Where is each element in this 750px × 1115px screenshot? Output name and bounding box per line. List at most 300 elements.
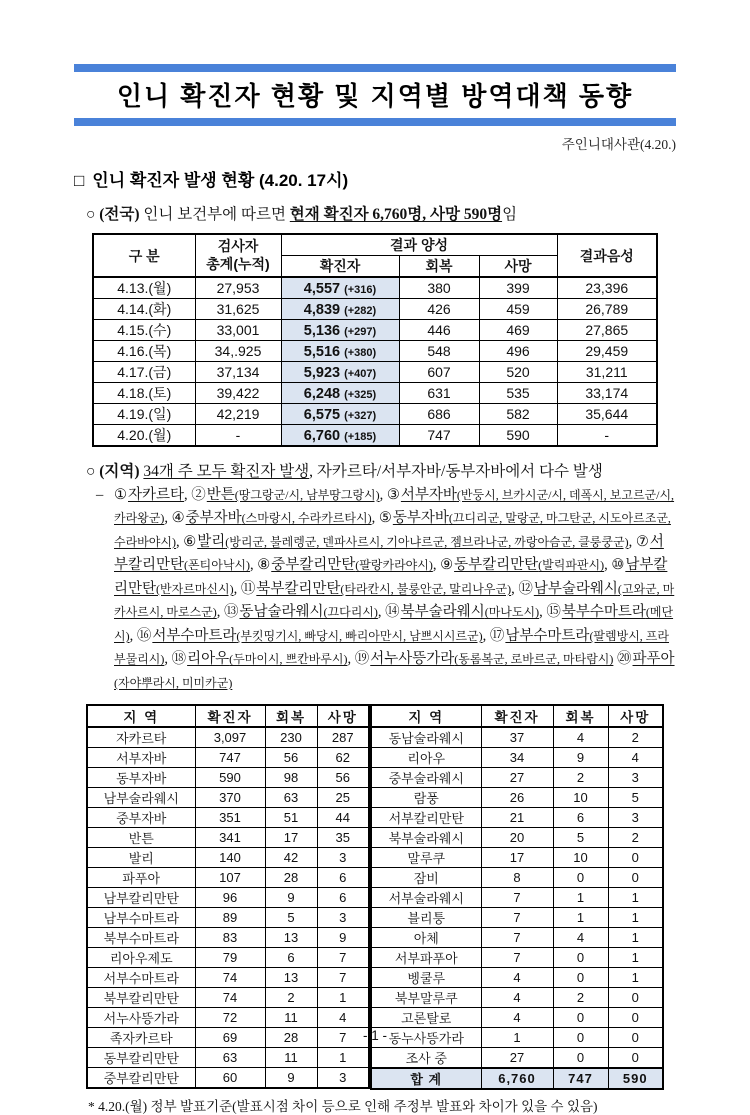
cell-negative: 26,789 bbox=[557, 299, 657, 320]
cell-negative: 35,644 bbox=[557, 404, 657, 425]
region-item-link bbox=[256, 581, 511, 597]
cell-recovered: 13 bbox=[265, 968, 317, 988]
cell-confirmed bbox=[281, 425, 399, 447]
cell-recovered: 446 bbox=[399, 320, 479, 341]
region-item-separator: , bbox=[164, 510, 172, 527]
cell-confirmed: 74 bbox=[195, 968, 265, 988]
col-header-positive-group: 결과 양성 bbox=[281, 234, 557, 256]
cell-region: 람풍 bbox=[371, 788, 481, 808]
cell-region: 파푸아 bbox=[87, 868, 195, 888]
cell-deaths: 1 bbox=[608, 948, 663, 968]
region-label: (지역) bbox=[99, 463, 140, 480]
table-row bbox=[371, 1068, 663, 1089]
confirmed-count: 5,136 bbox=[303, 322, 341, 339]
cell-deaths: 496 bbox=[479, 341, 557, 362]
cell-recovered: 2 bbox=[265, 988, 317, 1008]
cell-confirmed: 79 bbox=[195, 948, 265, 968]
cell-recovered: 1 bbox=[553, 888, 608, 908]
title-bottom-rule bbox=[74, 118, 676, 126]
table-row bbox=[87, 768, 369, 788]
region-item-name: 남부수마트라 bbox=[505, 627, 590, 644]
national-lead-text: 인니 보건부에 따르면 bbox=[139, 206, 290, 223]
region-item-separator: , bbox=[511, 580, 519, 597]
table-row bbox=[371, 1048, 663, 1069]
region-item-link bbox=[401, 604, 539, 620]
table-row bbox=[87, 888, 369, 908]
cell-deaths: 5 bbox=[608, 788, 663, 808]
cell-deaths: 459 bbox=[479, 299, 557, 320]
cell-deaths: 1 bbox=[317, 1048, 369, 1068]
col-header-tested-line2: 총계(누적) bbox=[206, 255, 270, 272]
cell-tested: 39,422 bbox=[195, 383, 281, 404]
cell-confirmed: 7 bbox=[481, 888, 553, 908]
table-row bbox=[371, 888, 663, 908]
region-item-link bbox=[271, 557, 433, 573]
confirmed-delta: (+325) bbox=[344, 388, 377, 401]
table-row bbox=[371, 1008, 663, 1028]
cell-deaths: 35 bbox=[317, 828, 369, 848]
table-row bbox=[87, 968, 369, 988]
region-item-name: 발리 bbox=[197, 533, 226, 550]
cell-tested: 42,219 bbox=[195, 404, 281, 425]
cell-recovered: 28 bbox=[265, 1028, 317, 1048]
cell-deaths: 1 bbox=[608, 928, 663, 948]
region-item-number: ① bbox=[114, 487, 127, 503]
cell-deaths: 25 bbox=[317, 788, 369, 808]
cell-region: 남부수마트라 bbox=[87, 908, 195, 928]
cell-deaths: 1 bbox=[608, 968, 663, 988]
region-item bbox=[137, 628, 490, 644]
region-item bbox=[172, 510, 379, 526]
table-row bbox=[371, 727, 663, 748]
region-item-separator: , bbox=[233, 580, 241, 597]
region-item-separator: , bbox=[216, 604, 224, 621]
cell-negative: 33,174 bbox=[557, 383, 657, 404]
cell-deaths: 0 bbox=[608, 1008, 663, 1028]
confirmed-delta: (+407) bbox=[344, 367, 377, 380]
cell-recovered: 426 bbox=[399, 299, 479, 320]
cell-recovered: 4 bbox=[553, 727, 608, 748]
confirmed-delta: (+297) bbox=[344, 325, 377, 338]
region-paragraph bbox=[74, 484, 676, 695]
region-item-number: ⑩ bbox=[611, 557, 625, 574]
table-row bbox=[93, 425, 657, 447]
cell-date: 4.15.(수) bbox=[93, 320, 195, 341]
cell-recovered: 63 bbox=[265, 788, 317, 808]
national-table-body bbox=[93, 277, 657, 446]
region-item-separator: , bbox=[129, 627, 137, 644]
cell-deaths: 4 bbox=[608, 748, 663, 768]
region-item-detail: (두마이시, 쁘칸바루시) bbox=[229, 652, 348, 667]
region-table-left-header bbox=[87, 705, 369, 727]
cell-confirmed: 96 bbox=[195, 888, 265, 908]
cell-region: 서부칼리만탄 bbox=[371, 808, 481, 828]
cell-region: 아체 bbox=[371, 928, 481, 948]
region-item-separator: , bbox=[539, 604, 547, 621]
region-items bbox=[114, 487, 675, 691]
confirmed-delta: (+282) bbox=[344, 304, 377, 317]
cell-recovered: 9 bbox=[553, 748, 608, 768]
table-row bbox=[93, 383, 657, 404]
region-item-number: ⑧ bbox=[257, 557, 271, 574]
circle-bullet-icon: ○ bbox=[86, 206, 96, 223]
table-row bbox=[93, 277, 657, 299]
region-item-separator: , bbox=[164, 651, 172, 668]
table-row bbox=[87, 727, 369, 748]
region-item bbox=[241, 581, 519, 597]
cell-deaths: 520 bbox=[479, 362, 557, 383]
cell-confirmed: 370 bbox=[195, 788, 265, 808]
cell-recovered: 10 bbox=[553, 848, 608, 868]
region-item-detail: (고와군, 마카사르시, 마로스군) bbox=[114, 581, 675, 620]
col-header-deaths: 사망 bbox=[317, 705, 369, 727]
cell-negative: 31,211 bbox=[557, 362, 657, 383]
region-item-number: ⑬ bbox=[223, 604, 239, 621]
cell-tested: - bbox=[195, 425, 281, 447]
col-header-confirmed: 확진자 bbox=[195, 705, 265, 727]
col-header-confirmed: 확진자 bbox=[481, 705, 553, 727]
cell-recovered: 0 bbox=[553, 868, 608, 888]
table-row bbox=[87, 788, 369, 808]
region-item bbox=[440, 557, 611, 573]
cell-confirmed: 63 bbox=[195, 1048, 265, 1068]
cell-confirmed: 83 bbox=[195, 928, 265, 948]
region-item-number: ④ bbox=[171, 510, 185, 527]
confirmed-delta: (+185) bbox=[344, 430, 377, 443]
cell-region: 동남술라웨시 bbox=[371, 727, 481, 748]
region-item-name: 반튼 bbox=[206, 487, 235, 503]
region-summary-line bbox=[74, 459, 676, 481]
cell-confirmed: 747 bbox=[195, 748, 265, 768]
table-row bbox=[371, 868, 663, 888]
cell-deaths: 1 bbox=[608, 888, 663, 908]
cell-region: 자카르타 bbox=[87, 727, 195, 748]
cell-deaths: 3 bbox=[608, 768, 663, 788]
region-item-detail: (스마랑시, 수라카르타시) bbox=[241, 511, 372, 526]
cell-tested: 31,625 bbox=[195, 299, 281, 320]
region-item-name: 서부자바 bbox=[400, 487, 457, 503]
cell-confirmed: 107 bbox=[195, 868, 265, 888]
cell-region: 북부칼리만탄 bbox=[87, 988, 195, 1008]
region-item-link bbox=[370, 651, 613, 667]
footnote: * 4.20.(월) 정부 발표기준(발표시점 차이 등으로 인해 주정부 발표와 차이가 있을 수 있음) bbox=[88, 1099, 598, 1115]
col-header-deaths: 사망 bbox=[608, 705, 663, 727]
region-item-name: 리아우 bbox=[187, 651, 230, 668]
region-item-detail: (방리군, 불레렝군, 덴파사르시, 기아냐르군, 젬브라나군, 까랑아슴군, 클룽쿵군) bbox=[225, 534, 629, 549]
region-item-number: ⑲ bbox=[354, 651, 370, 668]
region-item-number: ⑰ bbox=[489, 627, 505, 644]
region-item bbox=[172, 651, 355, 667]
table-row bbox=[87, 828, 369, 848]
table-row bbox=[371, 928, 663, 948]
cell-region: 동부자바 bbox=[87, 768, 195, 788]
cell-deaths: 0 bbox=[608, 868, 663, 888]
table-row bbox=[371, 788, 663, 808]
region-item-number: ② bbox=[191, 487, 206, 503]
table-row bbox=[371, 988, 663, 1008]
region-item-detail: (반둥시, 브카시군/시, 데폭시, 보고르군/시, 카라왕군) bbox=[114, 488, 675, 526]
region-item-number: ⑥ bbox=[183, 533, 197, 550]
cell-recovered: 51 bbox=[265, 808, 317, 828]
cell-confirmed: 4 bbox=[481, 1008, 553, 1028]
cell-tested: 27,953 bbox=[195, 277, 281, 299]
region-item-separator: , bbox=[432, 557, 441, 574]
col-header-region: 지 역 bbox=[87, 705, 195, 727]
cell-recovered: 11 bbox=[265, 1008, 317, 1028]
cell-region: 서부자바 bbox=[87, 748, 195, 768]
cell-confirmed: 7 bbox=[481, 948, 553, 968]
cell-recovered: 5 bbox=[265, 908, 317, 928]
region-item bbox=[355, 651, 617, 667]
table-row bbox=[87, 748, 369, 768]
cell-confirmed bbox=[281, 299, 399, 320]
section-heading bbox=[74, 166, 676, 191]
cell-region: 서누사뜽가라 bbox=[87, 1008, 195, 1028]
cell-region: 남부칼리만탄 bbox=[87, 888, 195, 908]
attribution: 주인니대사관(4.20.) bbox=[561, 137, 676, 152]
cell-region: 동누사뜽가라 bbox=[371, 1028, 481, 1048]
cell-region: 서부술라웨시 bbox=[371, 888, 481, 908]
region-item-detail: (땅그랑군/시, 남부땅그랑시) bbox=[234, 488, 380, 502]
cell-deaths: 287 bbox=[317, 727, 369, 748]
cell-deaths: 590 bbox=[608, 1068, 663, 1089]
region-item bbox=[257, 557, 440, 573]
cell-region: 벵쿨루 bbox=[371, 968, 481, 988]
region-item-detail: (끄다리시) bbox=[323, 605, 378, 620]
page-number: - 1 - bbox=[362, 1028, 387, 1043]
cell-confirmed: 69 bbox=[195, 1028, 265, 1048]
region-item-name: 자카르타 bbox=[128, 487, 185, 503]
region-item-separator: , bbox=[482, 627, 490, 644]
region-item-detail: (마나도시) bbox=[484, 605, 540, 620]
cell-deaths: 3 bbox=[608, 808, 663, 828]
cell-recovered: 0 bbox=[553, 968, 608, 988]
cell-deaths: 469 bbox=[479, 320, 557, 341]
cell-deaths: 2 bbox=[608, 727, 663, 748]
region-item-link bbox=[152, 628, 482, 644]
cell-confirmed: 26 bbox=[481, 788, 553, 808]
cell-recovered: 0 bbox=[553, 948, 608, 968]
region-item-separator: , bbox=[377, 604, 386, 621]
cell-region: 말루쿠 bbox=[371, 848, 481, 868]
region-item-link bbox=[128, 487, 184, 503]
region-item bbox=[385, 604, 546, 620]
cell-recovered: 380 bbox=[399, 277, 479, 299]
cell-deaths: 6 bbox=[317, 868, 369, 888]
confirmed-count: 5,923 bbox=[303, 364, 341, 381]
cell-region: 중부칼리만탄 bbox=[87, 1068, 195, 1089]
region-table-right-header bbox=[371, 705, 663, 727]
cell-deaths: 7 bbox=[317, 1028, 369, 1048]
cell-confirmed: 590 bbox=[195, 768, 265, 788]
cell-region: 북부말루쿠 bbox=[371, 988, 481, 1008]
region-item-name: 동부자바 bbox=[392, 510, 449, 527]
cell-confirmed: 27 bbox=[481, 768, 553, 788]
region-item-number: ⑳ bbox=[617, 651, 632, 668]
cell-deaths: 0 bbox=[608, 848, 663, 868]
cell-deaths: 1 bbox=[608, 908, 663, 928]
dash-bullet-icon: – bbox=[96, 487, 104, 503]
region-item-number: ⑱ bbox=[171, 651, 187, 668]
national-tail: 임 bbox=[502, 206, 518, 223]
section-heading-text: 인니 확진자 발생 현황 bbox=[92, 171, 255, 190]
cell-recovered: 0 bbox=[553, 1028, 608, 1048]
region-item bbox=[183, 534, 636, 550]
cell-deaths: 4 bbox=[317, 1008, 369, 1028]
region-rest-text: , 자카르타/서부자바/동부자바에서 다수 발생 bbox=[309, 463, 603, 480]
cell-region: 조사 중 bbox=[371, 1048, 481, 1069]
national-label: (전국) bbox=[99, 206, 140, 223]
cell-date: 4.19.(일) bbox=[93, 404, 195, 425]
cell-recovered: 4 bbox=[553, 928, 608, 948]
cell-deaths: 3 bbox=[317, 1068, 369, 1089]
region-item-separator: , bbox=[371, 510, 379, 527]
region-item-detail: (발릭파판시) bbox=[538, 558, 605, 573]
region-item-separator: , bbox=[250, 557, 258, 574]
cell-date: 4.20.(월) bbox=[93, 425, 195, 447]
national-highlight: 현재 확진자 6,760명, 사망 590명 bbox=[289, 206, 503, 223]
cell-recovered: 10 bbox=[553, 788, 608, 808]
region-item-number: ⑪ bbox=[240, 580, 256, 597]
cell-deaths: 1 bbox=[317, 988, 369, 1008]
confirmed-delta: (+327) bbox=[344, 409, 377, 422]
cell-recovered: 11 bbox=[265, 1048, 317, 1068]
cell-confirmed: 20 bbox=[481, 828, 553, 848]
cell-confirmed: 8 bbox=[481, 868, 553, 888]
confirmed-count: 5,516 bbox=[303, 343, 341, 360]
region-item-link bbox=[186, 510, 372, 526]
region-item-separator: , bbox=[379, 487, 387, 503]
cell-region: 서부수마트라 bbox=[87, 968, 195, 988]
confirmed-count: 6,760 bbox=[303, 427, 341, 444]
cell-deaths: 535 bbox=[479, 383, 557, 404]
table-row bbox=[87, 1008, 369, 1028]
cell-recovered: 42 bbox=[265, 848, 317, 868]
cell-region: 리아우제도 bbox=[87, 948, 195, 968]
region-item-number: ⑦ bbox=[635, 533, 649, 550]
region-item-detail: (자야뿌라시, 미미카군) bbox=[114, 675, 233, 690]
cell-confirmed: 3,097 bbox=[195, 727, 265, 748]
cell-recovered: 13 bbox=[265, 928, 317, 948]
cell-region: 합 계 bbox=[371, 1068, 481, 1089]
cell-confirmed: 4 bbox=[481, 968, 553, 988]
table-row bbox=[371, 808, 663, 828]
table-row bbox=[93, 362, 657, 383]
section-heading-time: (4.20. 17시) bbox=[258, 171, 349, 190]
cell-confirmed: 341 bbox=[195, 828, 265, 848]
cell-confirmed: 351 bbox=[195, 808, 265, 828]
table-row bbox=[87, 808, 369, 828]
cell-deaths: 7 bbox=[317, 948, 369, 968]
cell-confirmed bbox=[281, 320, 399, 341]
col-header-category: 구 분 bbox=[93, 234, 195, 277]
cell-recovered: 2 bbox=[553, 988, 608, 1008]
cell-confirmed: 7 bbox=[481, 928, 553, 948]
cell-confirmed bbox=[281, 362, 399, 383]
cell-confirmed: 89 bbox=[195, 908, 265, 928]
table-row bbox=[87, 848, 369, 868]
table-row bbox=[93, 404, 657, 425]
region-item-detail: (반자르마신시) bbox=[156, 581, 234, 596]
cell-confirmed: 72 bbox=[195, 1008, 265, 1028]
confirmed-count: 6,248 bbox=[303, 385, 341, 402]
cell-recovered: 1 bbox=[553, 908, 608, 928]
cell-deaths: 56 bbox=[317, 768, 369, 788]
cell-confirmed bbox=[281, 383, 399, 404]
cell-deaths: 9 bbox=[317, 928, 369, 948]
region-item-detail: (부킷띵기시, 빠당시, 빠리아만시, 남쁘시시르군) bbox=[236, 628, 483, 643]
cell-confirmed: 74 bbox=[195, 988, 265, 1008]
confirmed-delta: (+316) bbox=[344, 283, 377, 296]
region-item-detail: (메단시) bbox=[114, 605, 674, 643]
cell-deaths: 399 bbox=[479, 277, 557, 299]
cell-recovered: 548 bbox=[399, 341, 479, 362]
cell-negative: 29,459 bbox=[557, 341, 657, 362]
cell-recovered: 0 bbox=[553, 1048, 608, 1069]
table-row bbox=[87, 908, 369, 928]
col-header-tested bbox=[195, 234, 281, 277]
region-item-detail: (끄디리군, 말랑군, 마그탄군, 시도아르조군, 수라바야시) bbox=[114, 511, 671, 549]
cell-deaths: 7 bbox=[317, 968, 369, 988]
cell-region: 중부자바 bbox=[87, 808, 195, 828]
region-item-name: 중부칼리만탄 bbox=[271, 557, 356, 574]
region-item-number: ⑮ bbox=[546, 604, 561, 621]
col-header-recovered: 회복 bbox=[553, 705, 608, 727]
cell-confirmed: 27 bbox=[481, 1048, 553, 1069]
table-row bbox=[87, 948, 369, 968]
region-item-name: 북부수마트라 bbox=[561, 604, 646, 621]
region-item-separator: , bbox=[347, 651, 355, 668]
confirmed-count: 4,557 bbox=[303, 280, 341, 297]
cell-recovered: 607 bbox=[399, 362, 479, 383]
table-row bbox=[371, 828, 663, 848]
cell-deaths: 62 bbox=[317, 748, 369, 768]
region-item-number: ⑨ bbox=[440, 557, 454, 574]
table-row bbox=[371, 768, 663, 788]
cell-date: 4.17.(금) bbox=[93, 362, 195, 383]
cell-recovered: 747 bbox=[399, 425, 479, 447]
cell-recovered: 9 bbox=[265, 888, 317, 908]
cell-recovered: 17 bbox=[265, 828, 317, 848]
table-row bbox=[371, 948, 663, 968]
table-row bbox=[87, 1048, 369, 1068]
cell-deaths: 2 bbox=[608, 828, 663, 848]
cell-recovered: 2 bbox=[553, 768, 608, 788]
cell-deaths: 6 bbox=[317, 888, 369, 908]
cell-recovered: 6 bbox=[553, 808, 608, 828]
cell-recovered: 98 bbox=[265, 768, 317, 788]
cell-recovered: 28 bbox=[265, 868, 317, 888]
circle-bullet-icon: ○ bbox=[86, 463, 96, 480]
region-item-name: 파푸아 bbox=[632, 651, 675, 668]
region-item-link bbox=[197, 534, 628, 550]
cell-date: 4.16.(목) bbox=[93, 341, 195, 362]
cell-deaths: 0 bbox=[608, 1028, 663, 1048]
cell-date: 4.18.(토) bbox=[93, 383, 195, 404]
region-item-name: 동남술라웨시 bbox=[239, 604, 324, 621]
region-item-detail: (타라칸시, 불룽안군, 말리나우군) bbox=[340, 581, 512, 596]
region-item-number: ⑭ bbox=[385, 604, 400, 621]
region-item-name: 남부술라웨시 bbox=[533, 580, 618, 597]
cell-recovered: 5 bbox=[553, 828, 608, 848]
cell-deaths: 582 bbox=[479, 404, 557, 425]
national-summary-line bbox=[74, 202, 676, 224]
cell-deaths: 0 bbox=[608, 988, 663, 1008]
table-row bbox=[371, 968, 663, 988]
cell-confirmed: 34 bbox=[481, 748, 553, 768]
cell-region: 서부파푸아 bbox=[371, 948, 481, 968]
cell-region: 리아우 bbox=[371, 748, 481, 768]
